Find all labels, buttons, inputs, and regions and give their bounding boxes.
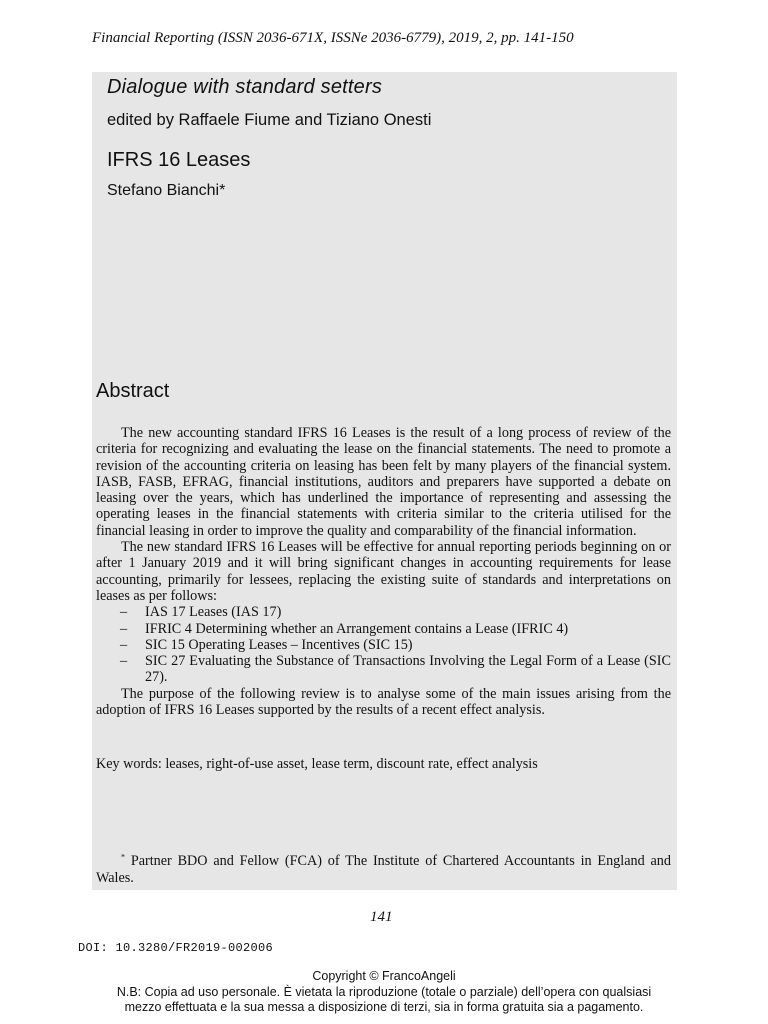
article-title: IFRS 16 Leases	[107, 149, 251, 171]
abstract-paragraph-3: The purpose of the following review is to analyse some of the main issues arising from the adoption of IFRS 16 Leases supported by the results of a recent effect analysis.	[96, 685, 671, 719]
list-item-text: SIC 15 Operating Leases – Incentives (SIC 15)	[145, 636, 413, 653]
abstract-paragraph-1: The new accounting standard IFRS 16 Leases is the result of a long process of review of the criteria for recognizing and evaluating the lease on the financial statements. The need to promote a revision of the accounting criteria on leasing has been felt by many players of the financial system. IASB, FASB, EFRAG, financial institutions, auditors and preparers have supported a debate on leasing over the years, which has underlined the importance of representing and assessing the operating leases in the financial statements with criteria similar to the criteria utilised for the financial leasing in order to improve the quality and comparability of the financial information.	[96, 425, 671, 539]
usage-notice-line-1: N.B: Copia ad uso personale. È vietata la riproduzione (totale o parziale) dell’opera con qualsiasi	[116, 984, 652, 999]
doi-line: DOI: 10.3280/FR2019-002006	[78, 941, 274, 955]
page-number: 141	[370, 909, 393, 925]
abstract-heading: Abstract	[96, 380, 170, 402]
list-dash: –	[120, 653, 128, 670]
editors-line: edited by Raffaele Fiume and Tiziano Onesti	[107, 111, 432, 129]
superseded-standards-list	[96, 604, 671, 685]
usage-notice-line-2: mezzo effettuata e la sua messa a disposizione di terzi, sia in forma gratuita sia a pagamento.	[124, 1000, 644, 1014]
list-item-text: IFRIC 4 Determining whether an Arrangement contains a Lease (IFRIC 4)	[145, 620, 569, 637]
list-item-text: IAS 17 Leases (IAS 17)	[145, 604, 282, 621]
keywords: Key words: leases, right-of-use asset, lease term, discount rate, effect analysis	[96, 756, 538, 772]
list-item	[96, 637, 671, 653]
author-footnote	[96, 853, 671, 887]
list-item	[96, 621, 671, 637]
list-item	[96, 604, 671, 620]
list-item	[96, 653, 671, 686]
list-dash: –	[120, 604, 128, 621]
running-header: Financial Reporting (ISSN 2036-671X, ISSNe 2036-6779), 2019, 2, pp. 141-150	[92, 30, 574, 46]
copyright-notice	[0, 969, 768, 1016]
footnote-text: Partner BDO and Fellow (FCA) of The Institute of Chartered Accountants in England and Wales.	[96, 853, 671, 886]
section-title: Dialogue with standard setters	[107, 76, 383, 98]
abstract-paragraph-2: The new standard IFRS 16 Leases will be effective for annual reporting periods beginning on or after 1 January 2019 and it will bring significant changes in accounting requirements for lease accounting, primarily for lessees, replacing the existing suite of standards and interpretations on leases as per follows:	[96, 539, 671, 604]
list-dash: –	[120, 636, 128, 653]
list-dash: –	[120, 620, 128, 637]
list-item-text: SIC 27 Evaluating the Substance of Transactions Involving the Legal Form of a Lease (SIC 27).	[145, 653, 671, 686]
footnote-marker: *	[121, 852, 125, 862]
copyright-line: Copyright © FrancoAngeli	[312, 969, 456, 983]
abstract-body	[96, 425, 671, 718]
author-name: Stefano Bianchi*	[107, 182, 226, 199]
